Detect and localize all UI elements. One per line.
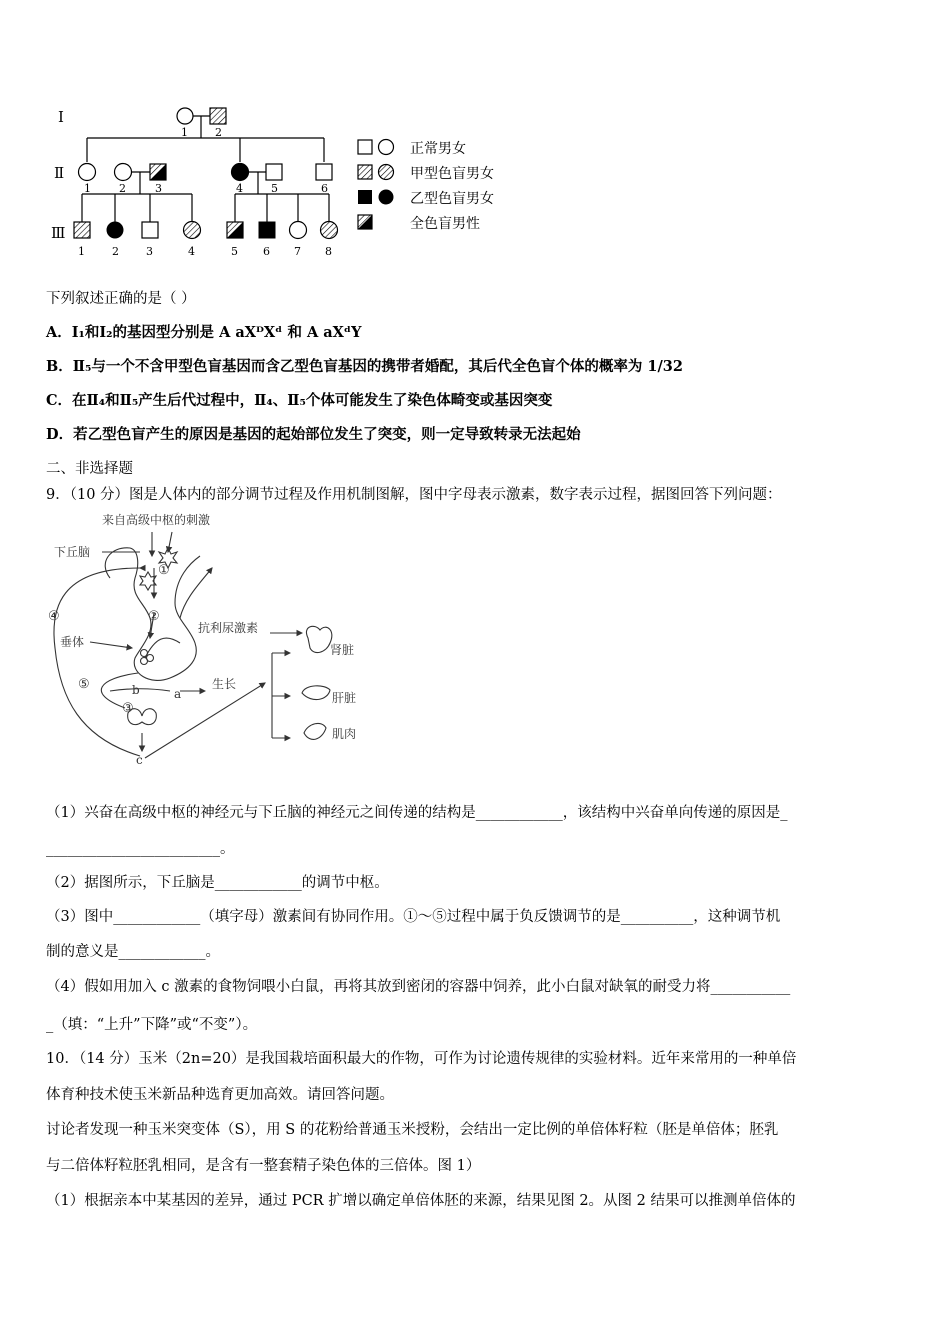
hormone-regulation-diagram bbox=[40, 508, 380, 773]
svg-text:正常男女: 正常男女 bbox=[410, 141, 466, 157]
gen-label-3: Ⅲ bbox=[51, 224, 66, 242]
q9-part3-line1: （3）图中____________（填字母）激素间有协同作用。①～⑤过程中属于负反馈调节的是__________，这种调节机 bbox=[46, 909, 781, 925]
diagram-top-label: 来自高级中枢的刺激 bbox=[102, 513, 211, 527]
svg-text:1: 1 bbox=[78, 245, 85, 258]
svg-text:①: ① bbox=[158, 563, 170, 578]
q10-line5: （1）根据亲本中某基因的差异，通过 PCR 扩增以确定单倍体胚的来源，结果见图 2。从图 2 结果可以推测单倍体的 bbox=[46, 1193, 796, 1209]
section-heading: 二、非选择题 bbox=[46, 461, 133, 477]
svg-text:全色盲男性: 全色盲男性 bbox=[410, 216, 480, 232]
svg-text:8: 8 bbox=[325, 245, 332, 258]
svg-text:1: 1 bbox=[181, 126, 188, 139]
diagram-pituitary-label: 垂体 bbox=[60, 635, 85, 649]
svg-text:6: 6 bbox=[263, 245, 270, 258]
svg-text:4: 4 bbox=[188, 245, 195, 258]
svg-text:c: c bbox=[136, 753, 143, 767]
q9-part1-line1: （1）兴奋在高级中枢的神经元与下丘脑的神经元之间传递的结构是____________，该结构中兴奋单向传递的原因是_ bbox=[46, 805, 788, 821]
q9-title: 9．（10 分）图是人体内的部分调节过程及作用机制图解，图中字母表示激素，数字表示过程，据图回答下列问题： bbox=[46, 487, 782, 503]
q8-option-a: A．Ⅰ₁和Ⅰ₂的基因型分别是 A aXᴰXᵈ 和 A aXᵈY bbox=[46, 324, 362, 341]
svg-text:⑤: ⑤ bbox=[78, 677, 90, 692]
q10-line4: 与二倍体籽粒胚乳相同，是含有一整套精子染色体的三倍体。图 1） bbox=[46, 1158, 481, 1174]
svg-text:5: 5 bbox=[231, 245, 238, 258]
svg-text:b: b bbox=[132, 683, 140, 697]
diagram-hypothalamus-label: 下丘脑 bbox=[54, 545, 91, 559]
svg-text:7: 7 bbox=[294, 245, 301, 258]
svg-text:1: 1 bbox=[84, 182, 91, 195]
q9-part4-line1: （4）假如用加入 c 激素的食物饲喂小白鼠，再将其放到密闭的容器中饲养，此小白鼠对缺氧的耐受力将___________ bbox=[46, 979, 791, 995]
svg-text:④: ④ bbox=[48, 609, 60, 624]
q8-stem: 下列叙述正确的是（ ） bbox=[46, 291, 196, 307]
diagram-kidney-label: 肾脏 bbox=[330, 643, 355, 657]
q10-line2: 体育种技术使玉米新品种选育更加高效。请回答问题。 bbox=[46, 1087, 394, 1103]
q9-part1-line2: ________________________。 bbox=[46, 841, 235, 857]
svg-text:4: 4 bbox=[236, 182, 243, 195]
svg-text:甲型色盲男女: 甲型色盲男女 bbox=[410, 166, 494, 182]
svg-text:③: ③ bbox=[122, 701, 134, 716]
q8-option-d: D．若乙型色盲产生的原因是基因的起始部位发生了突变，则一定导致转录无法起始 bbox=[46, 426, 581, 443]
svg-text:2: 2 bbox=[215, 126, 222, 139]
svg-text:乙型色盲男女: 乙型色盲男女 bbox=[410, 191, 494, 207]
svg-text:6: 6 bbox=[321, 182, 328, 195]
q10-line1: 10．（14 分）玉米（2n=20）是我国栽培面积最大的作物，可作为讨论遗传规律的实验材料。近年来常用的一种单倍 bbox=[46, 1051, 797, 1067]
diagram-liver-label: 肝脏 bbox=[332, 691, 357, 705]
pedigree-chart bbox=[40, 98, 540, 268]
svg-text:2: 2 bbox=[112, 245, 119, 258]
q9-part3-line2: 制的意义是____________。 bbox=[46, 944, 220, 960]
gen-label-1: Ⅰ bbox=[58, 108, 64, 126]
svg-text:3: 3 bbox=[146, 245, 153, 258]
diagram-growth-label: 生长 bbox=[212, 677, 237, 691]
q8-option-c: C．在Ⅱ₄和Ⅱ₅产生后代过程中，Ⅱ₄、Ⅱ₅个体可能发生了染色体畸变或基因突变 bbox=[46, 392, 553, 409]
q10-line3: 讨论者发现一种玉米突变体（S），用 S 的花粉给普通玉米授粉，会结出一定比例的单倍体籽粒（胚是单倍体；胚乳 bbox=[46, 1122, 779, 1138]
svg-text:②: ② bbox=[148, 609, 160, 624]
svg-text:5: 5 bbox=[271, 182, 278, 195]
gen-label-2: Ⅱ bbox=[54, 164, 65, 182]
svg-text:a: a bbox=[174, 687, 182, 701]
pedigree-legend bbox=[358, 140, 494, 233]
q9-part4-line2: _（填：“上升”下降”或“不变”）。 bbox=[46, 1017, 258, 1033]
diagram-muscle-label: 肌肉 bbox=[332, 727, 357, 741]
svg-text:3: 3 bbox=[155, 182, 162, 195]
q9-part2: （2）据图所示，下丘脑是____________的调节中枢。 bbox=[46, 875, 389, 891]
diagram-adh-label: 抗利尿激素 bbox=[198, 621, 259, 635]
q8-option-b: B．Ⅱ₅与一个不含甲型色盲基因而含乙型色盲基因的携带者婚配，其后代全色盲个体的概率为 1/32 bbox=[46, 358, 683, 375]
svg-text:2: 2 bbox=[119, 182, 126, 195]
